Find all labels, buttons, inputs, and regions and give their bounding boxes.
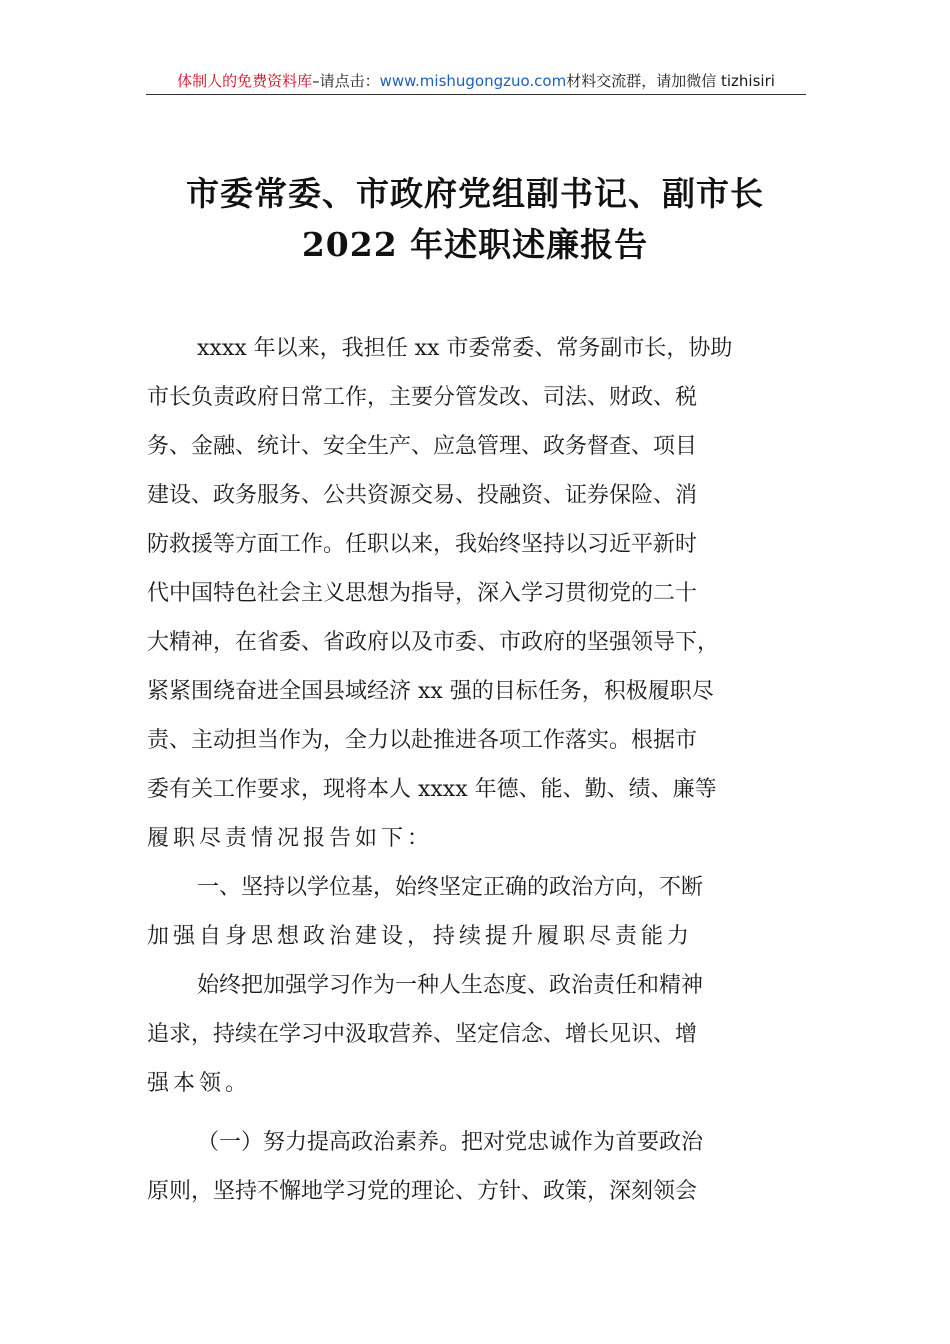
body-line: 大精神，在省委、省政府以及市委、市政府的坚强领导下， xyxy=(147,630,720,655)
body-line: 市长负责政府日常工作，主要分管发改、司法、财政、税 xyxy=(147,385,698,410)
subsection-heading-line: （一）努力提高政治素养。把对党忠诚作为首要政治 xyxy=(197,1130,704,1155)
body-line: 责、主动担当作为，全力以赴推进各项工作落实。根据市 xyxy=(147,728,698,753)
document-title-line-2: 2022 年述职述廉报告 xyxy=(301,225,649,264)
paragraph-gap xyxy=(147,1108,807,1118)
body-line: 追求，持续在学习中汲取营养、坚定信念、增长见识、增 xyxy=(147,1022,698,1047)
body-line: 始终把加强学习作为一种人生态度、政治责任和精神 xyxy=(197,973,704,998)
header-brand: 体制人的免费资料库 xyxy=(177,72,313,90)
section-heading-line: 加强自身思想政治建设，持续提升履职尽责能力 xyxy=(147,924,694,949)
body-line: 建设、政务服务、公共资源交易、投融资、证券保险、消 xyxy=(147,483,698,508)
body-line: xxxx 年以来，我担任 xx 市委常委、常务副市长，协助 xyxy=(197,336,733,361)
body-line: 防救援等方面工作。任职以来，我始终坚持以习近平新时 xyxy=(147,532,698,557)
header-wechat-note: 材料交流群，请加微信 tizhisiri xyxy=(566,72,775,90)
body-line: 紧紧围绕奋进全国县域经济 xx 强的目标任务，积极履职尽 xyxy=(147,679,714,704)
header-click-prompt: –请点击： xyxy=(312,72,380,90)
document-title-line-1: 市委常委、市政府党组副书记、副市长 xyxy=(186,174,764,213)
body-line: 履职尽责情况报告如下： xyxy=(147,826,434,851)
body-line: 强本领。 xyxy=(147,1071,252,1096)
body-line: 代中国特色社会主义思想为指导，深入学习贯彻党的二十 xyxy=(147,581,698,606)
body-line: 务、金融、统计、安全生产、应急管理、政务督查、项目 xyxy=(147,434,698,459)
body-line: 委有关工作要求，现将本人 xxxx 年德、能、勤、绩、廉等 xyxy=(147,777,717,802)
section-heading-line: 一、坚持以学位基，始终坚定正确的政治方向，不断 xyxy=(197,875,704,900)
header-link[interactable]: www.mishugongzuo.com xyxy=(379,72,567,90)
page-header xyxy=(146,68,806,95)
body-line: 原则，坚持不懈地学习党的理论、方针、政策，深刻领会 xyxy=(147,1179,698,1204)
document-body xyxy=(147,324,807,1216)
